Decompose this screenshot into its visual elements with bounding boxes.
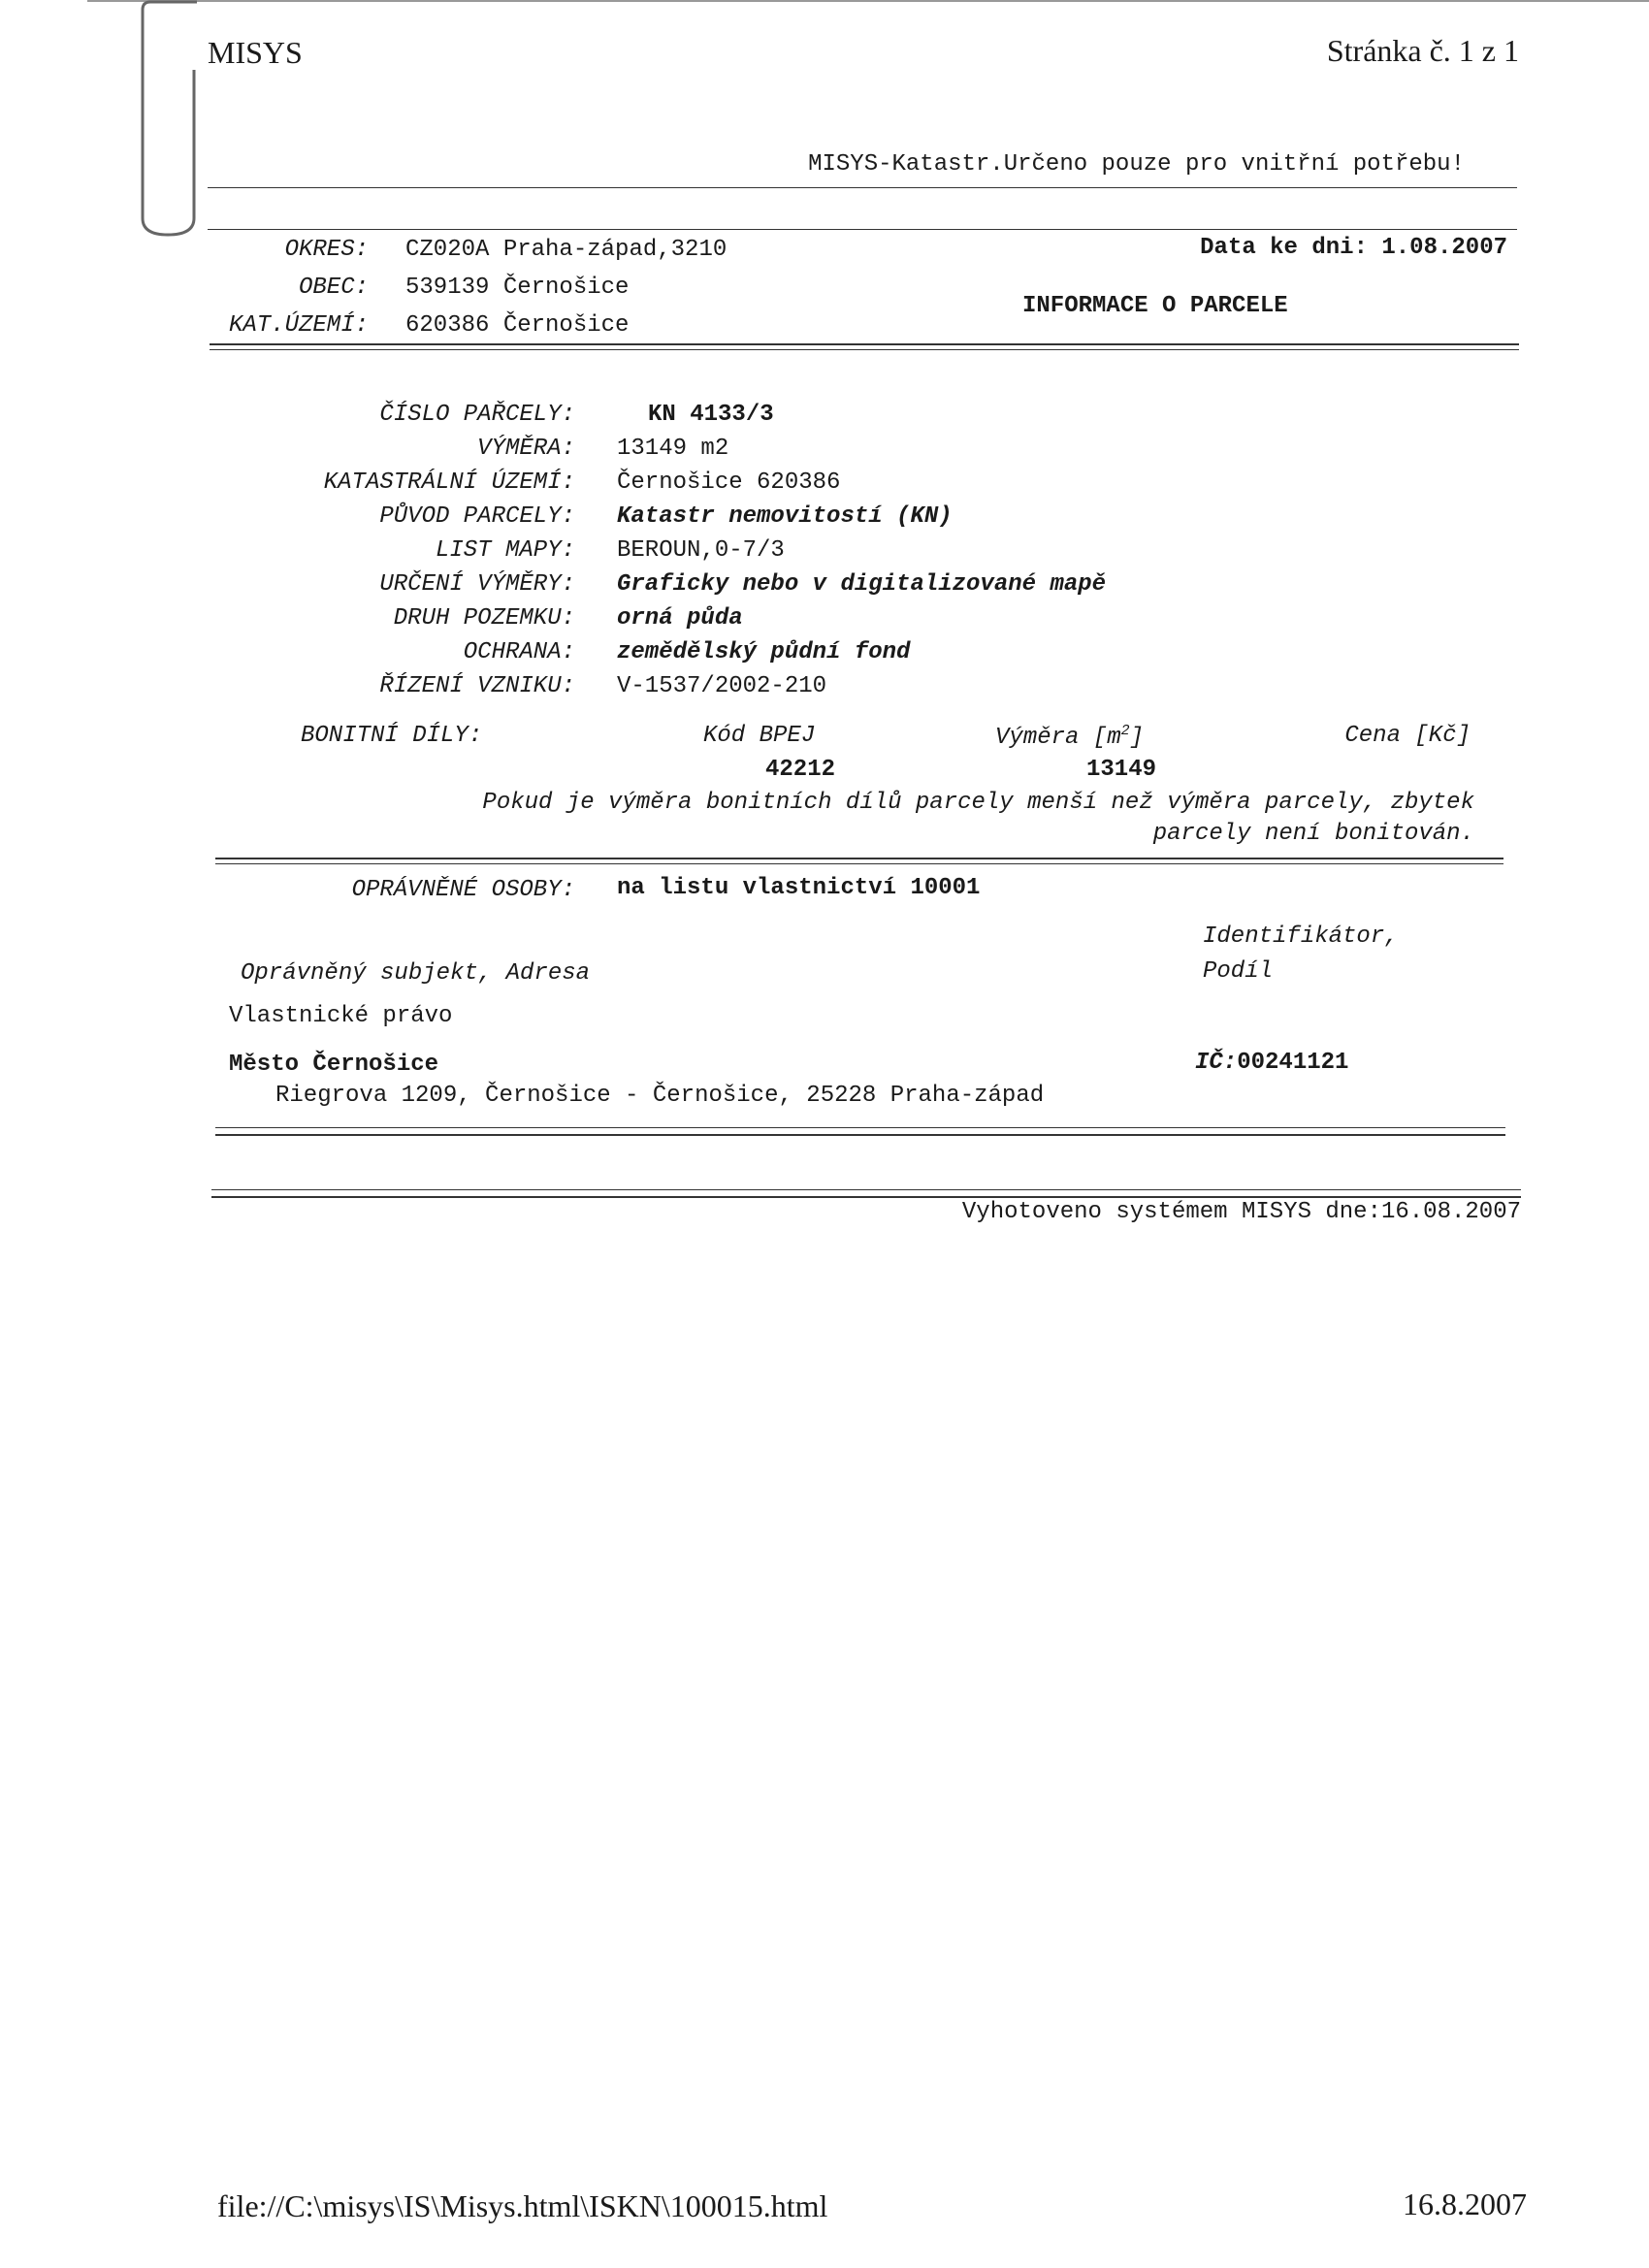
bonit-kod: 42212 bbox=[765, 757, 836, 783]
generated-note: Vyhotoveno systémem MISYS dne:16.08.2007 bbox=[961, 1199, 1521, 1225]
divider bbox=[208, 187, 1517, 188]
bonit-col-vymera-end: ] bbox=[1129, 725, 1145, 751]
katuzemi-value: 620386 Černošice bbox=[405, 312, 630, 339]
bonit-col-kod: Kód BPEJ bbox=[703, 723, 816, 749]
parcel-field-value: Černošice 620386 bbox=[617, 470, 841, 496]
print-date: 16.8.2007 bbox=[1403, 2187, 1527, 2221]
parcel-field-value: 13149 m2 bbox=[617, 436, 729, 462]
app-name: MISYS bbox=[208, 35, 303, 70]
file-path: file://C:\misys\IS\Misys.html\ISKN\100015.html bbox=[217, 2188, 828, 2223]
bonit-col-vymera-sup: 2 bbox=[1120, 723, 1130, 739]
owner-id-label: IČ: bbox=[1195, 1050, 1238, 1076]
bonit-note-line1: Pokud je výměra bonitních dílů parcely menší než výměra parcely, zbytek bbox=[482, 790, 1474, 816]
parcel-field-value: orná půda bbox=[617, 605, 743, 632]
okres-value: CZ020A Praha-západ,3210 bbox=[405, 237, 728, 263]
owner-id bbox=[1195, 1050, 1348, 1076]
owner-name: Město Černošice bbox=[229, 1052, 439, 1078]
owners-value: na listu vlastnictví 10001 bbox=[617, 875, 981, 901]
internal-notice: MISYS-Katastr.Určeno pouze pro vnitřní potřebu! bbox=[808, 151, 1465, 178]
divider bbox=[208, 229, 1517, 230]
divider bbox=[215, 1134, 1505, 1136]
bonit-label: BONITNÍ DÍLY: bbox=[301, 723, 483, 749]
katuzemi-label: KAT.ÚZEMÍ: bbox=[228, 312, 369, 339]
owners-col-id: Identifikátor, bbox=[1203, 923, 1399, 950]
divider bbox=[215, 863, 1504, 864]
parcel-field-value: zemědělský půdní fond bbox=[617, 639, 911, 665]
owners-col-subject: Oprávněný subjekt, Adresa bbox=[241, 960, 591, 987]
divider bbox=[215, 1127, 1505, 1128]
divider bbox=[215, 858, 1504, 859]
bonit-col-vymera bbox=[995, 723, 1144, 751]
obec-label: OBEC: bbox=[298, 275, 369, 301]
parcel-field-label: ČÍSLO PAŘCELY: bbox=[379, 402, 575, 428]
parcel-field-value: BEROUN,0-7/3 bbox=[617, 537, 785, 564]
page-number: Stránka č. 1 z 1 bbox=[1326, 33, 1519, 68]
parcel-field-label: LIST MAPY: bbox=[435, 537, 575, 564]
divider bbox=[210, 343, 1519, 345]
parcel-field-label: KATASTRÁLNÍ ÚZEMÍ: bbox=[323, 470, 575, 496]
bonit-col-vymera-text: Výměra [m bbox=[995, 725, 1121, 751]
parcel-field-value: Graficky nebo v digitalizované mapě bbox=[617, 571, 1107, 598]
owners-label: OPRÁVNĚNÉ OSOBY: bbox=[351, 877, 575, 903]
parcel-field-label: OCHRANA: bbox=[463, 639, 575, 665]
bonit-col-cena: Cena [Kč] bbox=[1344, 723, 1471, 749]
parcel-field-value: KN 4133/3 bbox=[648, 402, 774, 428]
parcel-field-label: PŮVOD PARCELY: bbox=[379, 503, 575, 530]
owners-col-share: Podíl bbox=[1203, 958, 1274, 985]
parcel-field-label: DRUH POZEMKU: bbox=[393, 605, 575, 632]
owner-address: Riegrova 1209, Černošice - Černošice, 25228 Praha-západ bbox=[275, 1083, 1045, 1109]
divider bbox=[211, 1196, 1521, 1198]
right-type: Vlastnické právo bbox=[229, 1003, 453, 1029]
divider bbox=[210, 349, 1519, 350]
parcel-field-label: ŘÍZENÍ VZNIKU: bbox=[379, 673, 575, 699]
page-edge bbox=[87, 0, 1649, 8]
parcel-field-label: VÝMĚRA: bbox=[477, 436, 575, 462]
bonit-vymera: 13149 bbox=[1086, 757, 1157, 783]
paperclip-icon bbox=[141, 0, 199, 238]
document-title: INFORMACE O PARCELE bbox=[1022, 293, 1288, 319]
bonit-note-line2: parcely není bonitován. bbox=[1152, 821, 1474, 847]
owner-id-value: 00241121 bbox=[1237, 1050, 1349, 1076]
obec-value: 539139 Černošice bbox=[405, 275, 630, 301]
parcel-field-label: URČENÍ VÝMĚRY: bbox=[379, 571, 575, 598]
divider bbox=[211, 1189, 1521, 1190]
parcel-field-value: Katastr nemovitostí (KN) bbox=[617, 503, 953, 530]
parcel-field-value: V-1537/2002-210 bbox=[617, 673, 827, 699]
data-date: Data ke dni: 1.08.2007 bbox=[1200, 235, 1507, 261]
okres-label: OKRES: bbox=[284, 237, 369, 263]
